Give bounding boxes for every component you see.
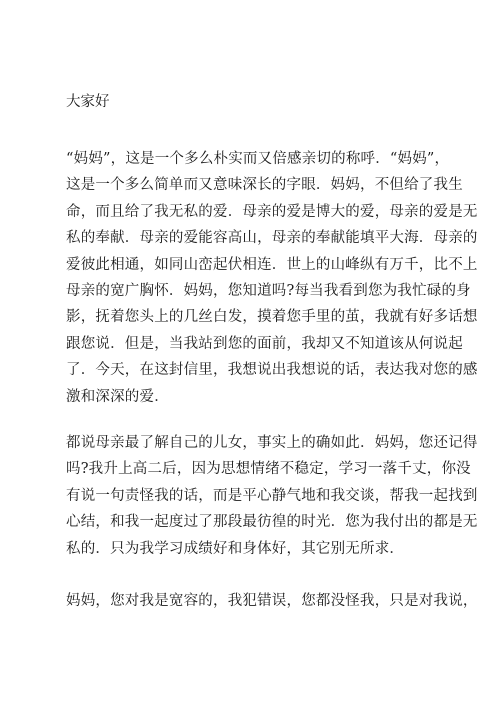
paragraph-1 [66,146,478,410]
text-line: 心结，和我一起度过了那段最彷徨的时光．您为我付出的都是无 [66,514,478,531]
text-line: 都说母亲最了解自己的儿女，事实上的确如此．妈妈，您还记得 [66,435,478,451]
text-line: 母亲的宽广胸怀．妈妈，您知道吗?每当我看到您为我忙碌的身 [66,282,471,299]
text-line: 了．今天，在这封信里，我想说出我想说的话，表达我对您的感 [66,362,478,379]
text-line: 妈妈，您对我是宽容的，我犯错误，您都没怪我，只是对我说， [66,593,478,609]
text-line: 跟您说．但是，当我站到您的面前，我却又不知道该从何说起 [66,335,463,352]
text-line: 激和深深的爱． [66,388,169,405]
text-line: 私的．只为我学习成绩好和身体好，其它别无所求． [66,540,405,557]
text-line: 命，而且给了我无私的爱．母亲的爱是博大的爱，母亲的爱是无 [66,203,478,220]
text-line: 吗?我升上高二后，因为思想情绪不稳定，学习一落千丈，你没 [66,461,471,478]
greeting: 大家好 [66,94,110,110]
text-line: 爱彼此相通，如同山峦起伏相连．世上的山峰纵有万千，比不上 [66,256,478,273]
text-line: “妈妈”，这是一个多么朴实而又倍感亲切的称呼．“妈妈”， [66,151,450,167]
text-line: 这是一个多么简单而又意味深长的字眼．妈妈，不但给了我生 [66,177,463,194]
text-line: 有说一句责怪我的话，而是平心静气地和我交谈，帮我一起找到 [66,487,478,504]
text-line: 影，抚着您头上的几丝白发，摸着您手里的茧，我就有好多话想 [66,309,478,326]
paragraph-2 [66,430,478,562]
text-line: 私的奉献．母亲的爱能容高山，母亲的奉献能填平大海．母亲的 [66,230,478,247]
paragraph-3 [66,588,478,614]
